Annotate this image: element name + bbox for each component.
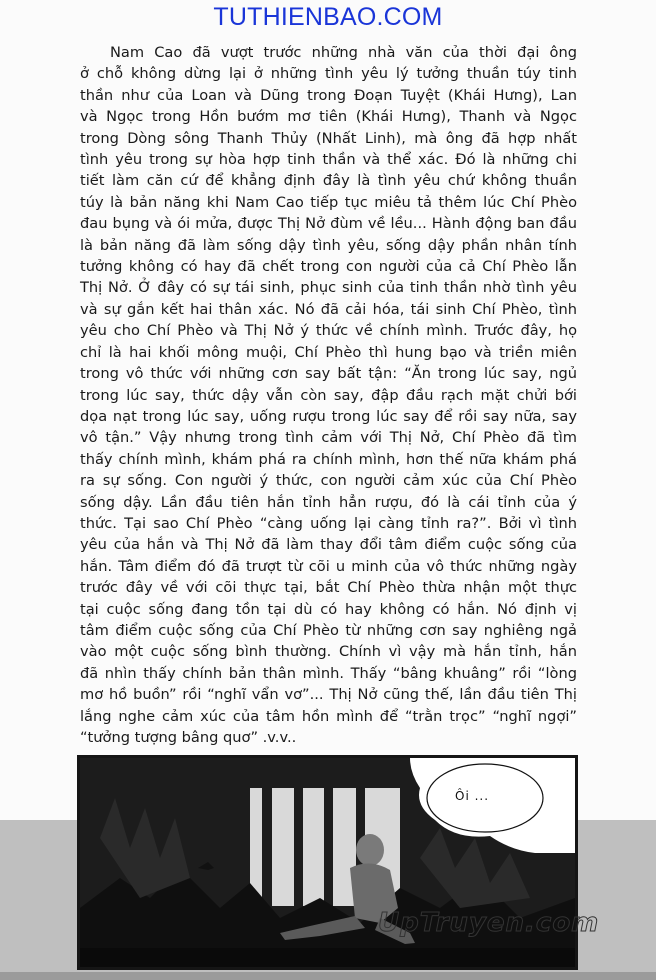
text-line: tình yêu trong sự hòa hợp tinh thần và thể xác. Đó là những chi [80, 151, 577, 169]
text-line: vô tận.” Vậy nhưng trong tình cảm với Thị Nở, Chí Phèo đã tìm [80, 429, 577, 447]
page-edge [0, 972, 656, 980]
text-line: dọa nạt trong lúc say, uống rượu trong lúc say để rồi say nữa, say [80, 407, 577, 425]
text-line: ra sự sống. Con người ý thức, con người cảm xúc của Chí Phèo [80, 472, 577, 490]
body-paragraph [80, 42, 577, 748]
text-line: chỉ là hai khối mông muội, Chí Phèo thì hung bạo và triền miên [80, 343, 577, 361]
text-line: tiết làm căn cứ để khẳng định đây là tình yêu chứ không thuần [80, 172, 577, 190]
text-line: trong Dòng sông Thanh Thủy (Nhất Linh), mà ông đã hợp nhất [80, 129, 577, 147]
text-line: trong lúc say, thức dậy vẫn còn say, đập đầu rạch mặt chửi bới [80, 386, 577, 404]
text-line: vào một cuộc sống bình thường. Chính vì vậy mà hắn tỉnh, hắn [80, 643, 577, 661]
text-line: túy là bản năng khi Nam Cao tiếp tục miêu tả thêm lúc Chí Phèo [80, 193, 577, 211]
text-line: tưởng không có hay đã chết trong con người của cả Chí Phèo lẫn [80, 258, 577, 276]
text-line: tâm điểm cuộc sống của Chí Phèo từ những cơn say nghiêng ngả [80, 621, 577, 639]
text-line: thấy chính mình, khám phá ra chính mình, hơn thế nữa khám phá [80, 450, 577, 468]
text-line: là bản năng đã làm sống dậy tình yêu, sống dậy phần nhân tính [80, 236, 577, 254]
watermark: UpTruyen.com [378, 908, 600, 938]
text-line: đã nhìn thấy chính bản thân mình. Thấy “bâng khuâng” rồi “lòng [80, 664, 577, 682]
text-line: Nam Cao đã vượt trước những nhà văn của thời đại ông [110, 44, 577, 61]
text-line: ở chỗ không dừng lại ở những tình yêu lý tưởng thuần túy tinh [80, 65, 577, 83]
site-title[interactable]: TUTHIENBAO.COM [213, 3, 443, 31]
text-line: thần như của Loan và Dũng trong Đoạn Tuyệt (Khái Hưng), Lan [80, 86, 577, 104]
text-line: trong vô thức với những cơn say bất tận: “Ăn trong lúc say, ngủ [80, 365, 577, 383]
text-line: trước đây về với cõi thực tại, bắt Chí Phèo thừa nhận một thực [80, 579, 577, 597]
text-line: yêu cho Chí Phèo và Thị Nở ý thức về chính mình. Trước đây, họ [80, 322, 577, 340]
text-line: Thị Nở. Ở đây có sự tái sinh, phục sinh của tinh thần nhờ tình yêu [80, 279, 577, 297]
text-line: mơ hồ buồn” rồi “nghĩ vẩn vơ”... Thị Nở cũng thế, lần đầu tiên Thị [80, 686, 577, 704]
speech-bubble-text: Ôi ... [455, 789, 490, 803]
text-line: yêu của hắn và Thị Nở đã làm thay đổi tâm điểm cuộc sống của [80, 536, 577, 554]
text-line: và sự gắn kết hai thân xác. Nó đã cải hóa, tái sinh Chí Phèo, tình [80, 300, 577, 318]
text-line: lắng nghe cảm xúc của tâm hồn mình để “trằn trọc” “nghĩ ngợi” [80, 707, 577, 725]
text-line: thức. Tại sao Chí Phèo “càng uống lại càng tỉnh ra?”. Bởi vì tình [80, 514, 577, 532]
text-line: tại cuộc sống đang tồn tại dù có hay không có hắn. Nó định vị [80, 600, 577, 618]
text-line: hắn. Tâm điểm đó đã trượt từ cõi u minh của vô thức những ngày [80, 557, 577, 575]
text-line: đau bụng và ói mửa, được Thị Nở đùm về lều... Hành động ban đầu [80, 215, 577, 233]
text-line: sống dậy. Lần đầu tiên hắn tỉnh hẳn rượu, đó là cái tỉnh của ý [80, 493, 577, 511]
text-line: “tưởng tượng bâng quơ” .v.v.. [80, 729, 297, 746]
text-line: và Ngọc trong Hồn bướm mơ tiên (Khái Hưng), Thanh và Ngọc [80, 108, 577, 126]
